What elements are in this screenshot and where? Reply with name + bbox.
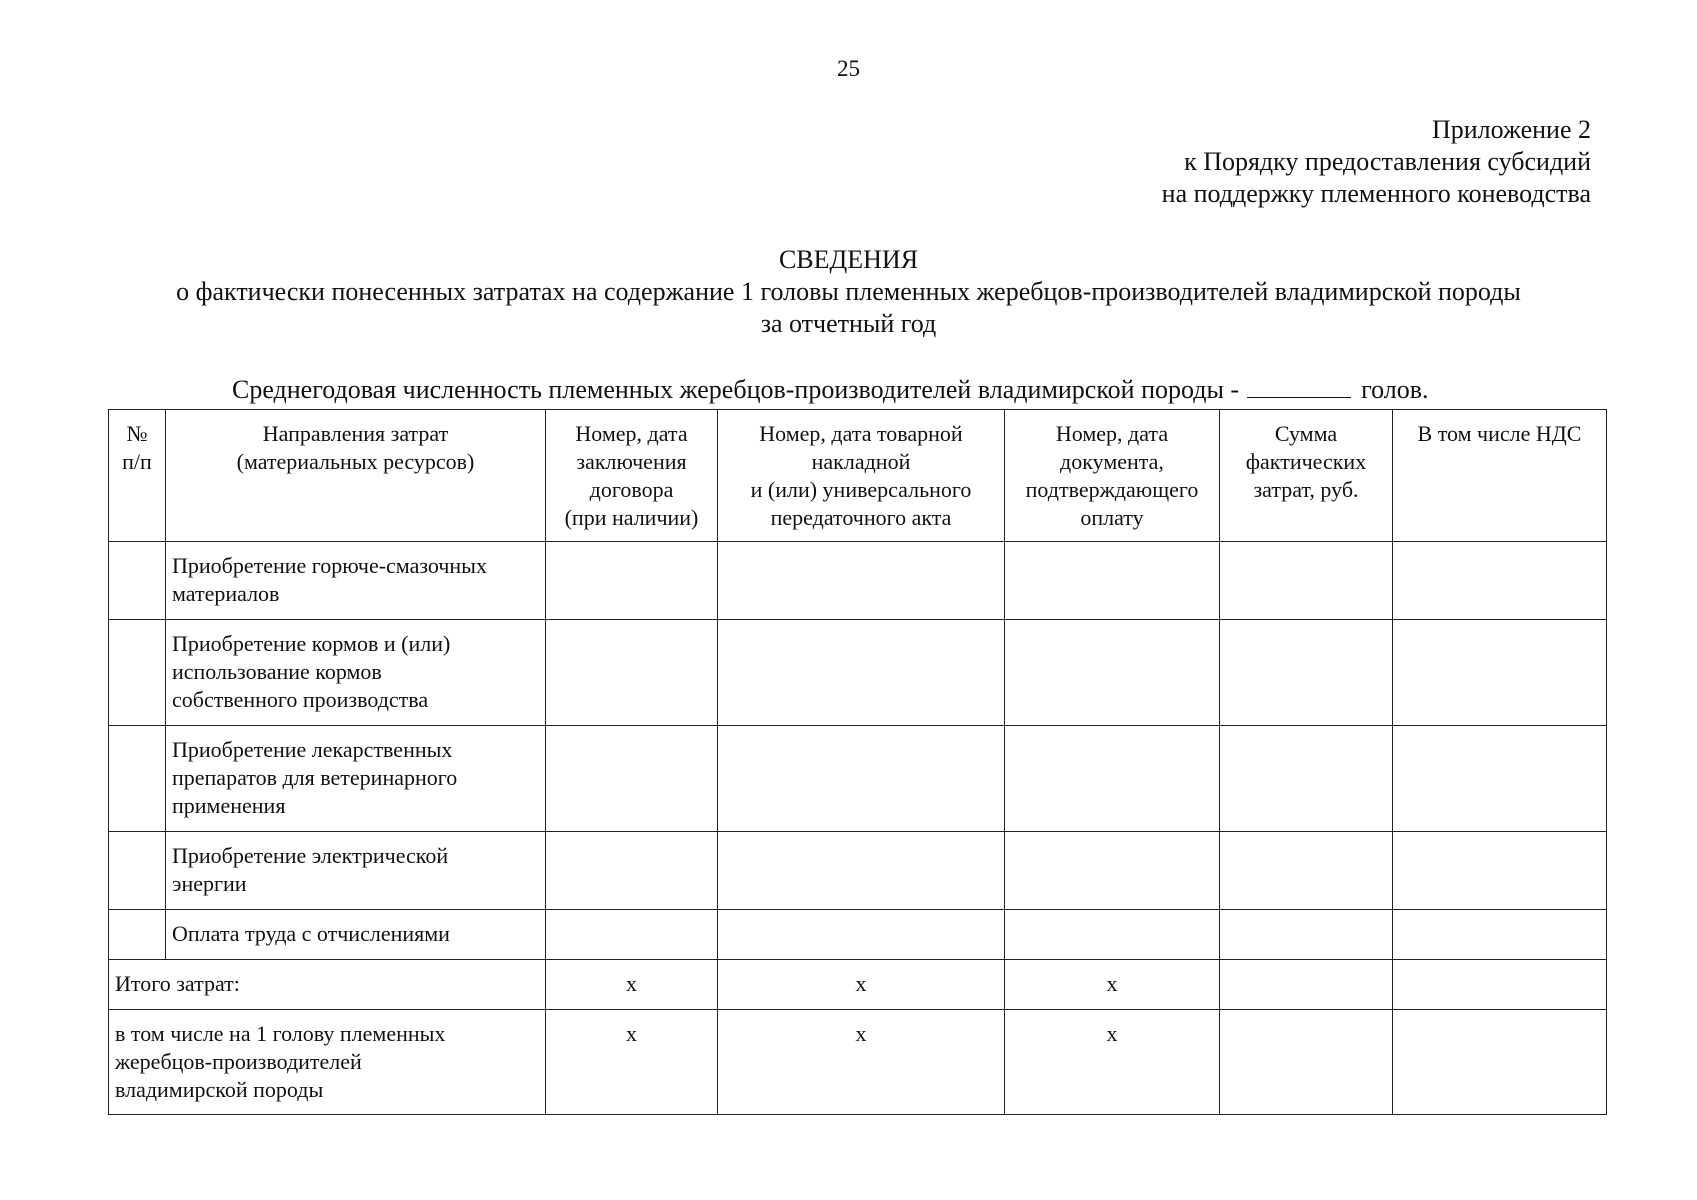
cell-sum[interactable]	[1220, 910, 1393, 960]
header-vat: В том числе НДС	[1393, 410, 1607, 542]
cell-payment-doc[interactable]	[1005, 542, 1220, 620]
per-head-row	[109, 1010, 1607, 1115]
appendix-line: к Порядку предоставления субсидий	[1184, 147, 1591, 176]
cell-direction: Приобретение электрической энергии	[166, 832, 546, 910]
cell-invoice: х	[718, 960, 1005, 1010]
title-subtitle: за отчетный год	[760, 309, 937, 338]
cell-vat[interactable]	[1393, 726, 1607, 832]
cell-direction: Оплата труда с отчислениями	[166, 910, 546, 960]
header-invoice: Номер, дата товарной накладной и (или) универсального передаточного акта	[718, 410, 1005, 542]
header-sum: Сумма фактических затрат, руб.	[1220, 410, 1393, 542]
table-row	[109, 910, 1607, 960]
header-payment-doc: Номер, дата документа, подтверждающего оплату	[1005, 410, 1220, 542]
title-subtitle: о фактически понесенных затратах на содержание 1 головы племенных жеребцов-производителей владимирской породы	[176, 277, 1521, 306]
table-row	[109, 726, 1607, 832]
appendix-line: на поддержку племенного коневодства	[1161, 179, 1591, 208]
cell-contract: х	[546, 1010, 718, 1115]
table-row	[109, 542, 1607, 620]
cell-contract: х	[546, 960, 718, 1010]
cell-num[interactable]	[109, 726, 166, 832]
costs-table	[108, 409, 1607, 1115]
cell-payment-doc[interactable]	[1005, 910, 1220, 960]
cell-vat[interactable]	[1393, 832, 1607, 910]
cell-invoice[interactable]	[718, 620, 1005, 726]
cell-sum[interactable]	[1220, 832, 1393, 910]
cell-invoice[interactable]	[718, 832, 1005, 910]
cell-invoice[interactable]	[718, 542, 1005, 620]
title-heading: СВЕДЕНИЯ	[778, 245, 919, 274]
cell-num[interactable]	[109, 832, 166, 910]
total-label: Итого затрат:	[109, 960, 546, 1010]
cell-sum[interactable]	[1220, 620, 1393, 726]
cell-contract[interactable]	[546, 726, 718, 832]
cell-invoice: х	[718, 1010, 1005, 1115]
cell-contract[interactable]	[546, 620, 718, 726]
cell-sum[interactable]	[1220, 1010, 1393, 1115]
header-contract: Номер, дата заключения договора (при наличии)	[546, 410, 718, 542]
cell-vat[interactable]	[1393, 1010, 1607, 1115]
header-num: № п/п	[109, 410, 166, 542]
headcount-label: Среднегодовая численность племенных жеребцов-производителей владимирской породы -	[232, 375, 1240, 404]
cell-vat[interactable]	[1393, 620, 1607, 726]
cell-sum[interactable]	[1220, 960, 1393, 1010]
cell-vat[interactable]	[1393, 542, 1607, 620]
cell-payment-doc: х	[1005, 960, 1220, 1010]
cell-direction: Приобретение лекарственных препаратов для ветеринарного применения	[166, 726, 546, 832]
cell-num[interactable]	[109, 910, 166, 960]
cell-payment-doc: х	[1005, 1010, 1220, 1115]
cell-invoice[interactable]	[718, 726, 1005, 832]
page-number: 25	[837, 56, 860, 81]
cell-direction: Приобретение горюче-смазочных материалов	[166, 542, 546, 620]
cell-sum[interactable]	[1220, 542, 1393, 620]
header-direction: Направления затрат (материальных ресурсов)	[166, 410, 546, 542]
cell-contract[interactable]	[546, 832, 718, 910]
cell-invoice[interactable]	[718, 910, 1005, 960]
cell-payment-doc[interactable]	[1005, 726, 1220, 832]
headcount-suffix: голов.	[1361, 375, 1429, 404]
table-row	[109, 620, 1607, 726]
cell-payment-doc[interactable]	[1005, 832, 1220, 910]
cell-num[interactable]	[109, 542, 166, 620]
cell-sum[interactable]	[1220, 726, 1393, 832]
cell-contract[interactable]	[546, 542, 718, 620]
headcount-line	[232, 374, 1429, 406]
cell-contract[interactable]	[546, 910, 718, 960]
total-row	[109, 960, 1607, 1010]
cell-num[interactable]	[109, 620, 166, 726]
appendix-line: Приложение 2	[1431, 115, 1591, 144]
cell-vat[interactable]	[1393, 910, 1607, 960]
document-title	[100, 244, 1597, 340]
table-header-row	[109, 410, 1607, 542]
table-row	[109, 832, 1607, 910]
cell-vat[interactable]	[1393, 960, 1607, 1010]
headcount-blank-field[interactable]	[1247, 375, 1351, 398]
cell-payment-doc[interactable]	[1005, 620, 1220, 726]
appendix-reference	[1162, 114, 1591, 210]
per-head-label: в том числе на 1 голову племенных жеребцов-производителей владимирской породы	[109, 1010, 546, 1115]
cell-direction: Приобретение кормов и (или) использование кормов собственного производства	[166, 620, 546, 726]
